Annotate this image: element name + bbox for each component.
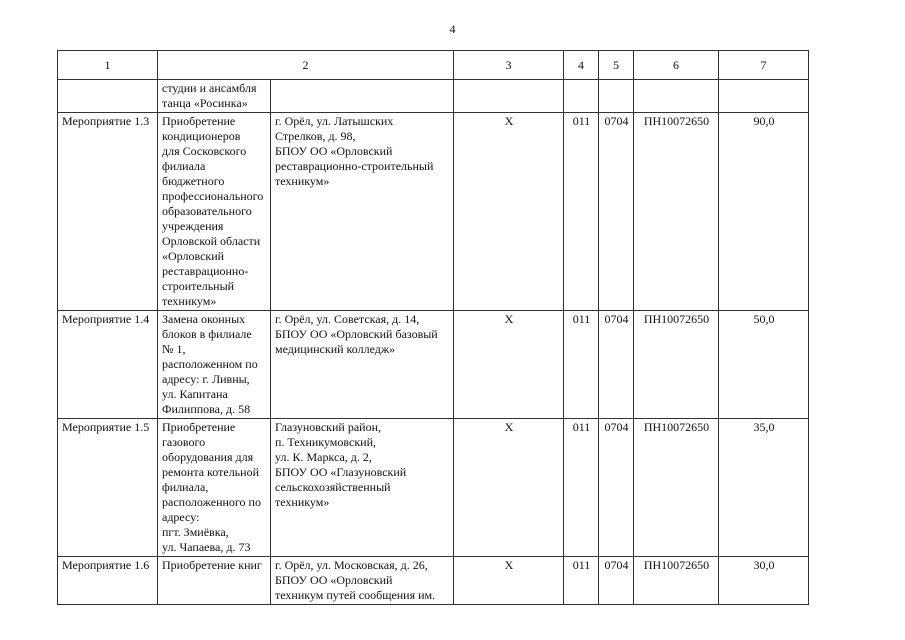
continued-title-cell: студии и ансамбля танца «Росинка» [158,80,271,113]
header-cell-2: 2 [158,51,454,80]
amount-cell: 90,0 [719,113,809,311]
col5-cell: 0704 [599,113,634,311]
event-name-cell: Мероприятие 1.6 [58,557,158,605]
table-header-row [58,51,809,80]
col3-cell: Х [454,113,564,311]
amount-cell: 50,0 [719,311,809,419]
header-cell-5: 5 [599,51,634,80]
table-row [58,113,809,311]
event-name-cell: Мероприятие 1.4 [58,311,158,419]
continued-cell-empty-3 [454,80,564,113]
event-name-cell: Мероприятие 1.5 [58,419,158,557]
col4-cell: 011 [564,419,599,557]
event-address-cell: г. Орёл, ул. Латышских Стрелков, д. 98, БПОУ ОО «Орловский реставрационно-строительный техникум» [271,113,454,311]
header-cell-7: 7 [719,51,809,80]
continued-cell-empty-4 [564,80,599,113]
header-cell-3: 3 [454,51,564,80]
col6-cell: ПН10072650 [634,113,719,311]
event-address-cell: г. Орёл, ул. Московская, д. 26, БПОУ ОО «Орловский техникум путей сообщения им. [271,557,454,605]
col5-cell: 0704 [599,557,634,605]
event-address-cell: Глазуновский район, п. Техникумовский, ул. К. Маркса, д. 2, БПОУ ОО «Глазуновский сельскохозяйственный техникум» [271,419,454,557]
continued-cell-empty-6 [634,80,719,113]
col3-cell: Х [454,419,564,557]
amount-cell: 35,0 [719,419,809,557]
table-row [58,311,809,419]
col6-cell: ПН10072650 [634,311,719,419]
event-title-cell: Замена оконных блоков в филиале № 1, расположенном по адресу: г. Ливны, ул. Капитана Филиппова, д. 58 [158,311,271,419]
header-cell-4: 4 [564,51,599,80]
table-row [58,557,809,605]
table-row [58,419,809,557]
table-row-continued [58,80,809,113]
event-title-cell: Приобретение книг [158,557,271,605]
event-title-cell: Приобретение кондиционеров для Сосковского филиала бюджетного профессионального образовательного учреждения Орловской области «Орловский реставрационно- строительный техникум» [158,113,271,311]
col6-cell: ПН10072650 [634,557,719,605]
col3-cell: Х [454,557,564,605]
col4-cell: 011 [564,311,599,419]
col6-cell: ПН10072650 [634,419,719,557]
page-number: 4 [449,22,456,36]
col4-cell: 011 [564,113,599,311]
budget-table [57,50,809,605]
event-name-cell: Мероприятие 1.3 [58,113,158,311]
event-title-cell: Приобретение газового оборудования для ремонта котельной филиала, расположенного по адресу: пгт. Змиёвка, ул. Чапаева, д. 73 [158,419,271,557]
col3-cell: Х [454,311,564,419]
continued-cell-empty-7 [719,80,809,113]
amount-cell: 30,0 [719,557,809,605]
event-address-cell: г. Орёл, ул. Советская, д. 14, БПОУ ОО «Орловский базовый медицинский колледж» [271,311,454,419]
col4-cell: 011 [564,557,599,605]
col5-cell: 0704 [599,419,634,557]
continued-cell-empty-2 [271,80,454,113]
continued-cell-empty-5 [599,80,634,113]
header-cell-1: 1 [58,51,158,80]
header-cell-6: 6 [634,51,719,80]
continued-cell-empty-1 [58,80,158,113]
col5-cell: 0704 [599,311,634,419]
